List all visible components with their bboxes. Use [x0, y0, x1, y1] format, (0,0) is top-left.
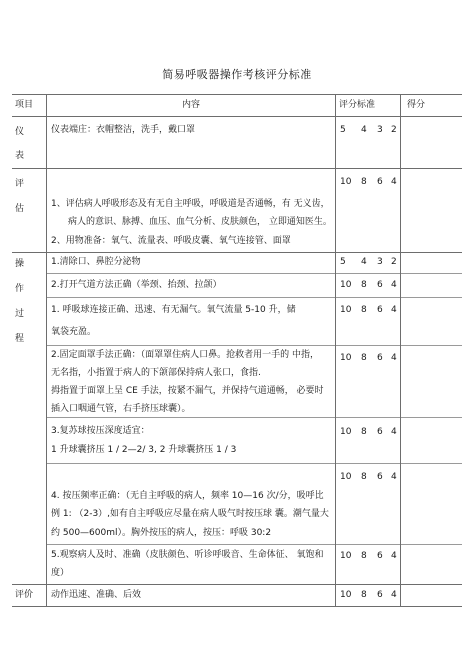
score-option: 8 [361, 472, 367, 482]
row-content-line: 无名指，小指置于病人的下颌部保持病人张口，食指. [51, 368, 261, 378]
row-content-line: 度） [51, 568, 70, 578]
score-option: 10 [340, 551, 352, 561]
row-content-line: 2.固定面罩手法正确：（面罩罩住病人口鼻。抢救者用一手的 中指， [51, 350, 319, 360]
page-title: 简易呼吸器操作考核评分标准 [162, 68, 312, 81]
score-option: 10 [340, 590, 352, 600]
table-border-top [12, 94, 462, 95]
table-border-bottom [12, 606, 462, 607]
score-option: 4 [391, 427, 397, 437]
section-evaluation-label: 评价 [15, 590, 34, 600]
score-option: 2 [391, 125, 397, 135]
header-score: 得分 [407, 100, 426, 110]
row-content-line: 1、评估病人呼吸形态及有无自主呼吸，呼吸道是否通畅，有 无义齿， [51, 199, 330, 209]
row-divider [12, 252, 462, 253]
score-option: 10 [340, 472, 352, 482]
score-option: 8 [361, 551, 367, 561]
header-scoring: 评分标准 [339, 100, 376, 110]
section-assessment-char: 评 [15, 179, 25, 189]
score-option: 6 [377, 177, 383, 187]
score-option: 3 [377, 257, 383, 267]
score-option: 8 [361, 353, 367, 363]
score-option: 4 [391, 305, 397, 315]
score-option: 10 [340, 427, 352, 437]
column-divider [46, 94, 47, 606]
score-option: 8 [361, 280, 367, 290]
score-option: 4 [361, 125, 367, 135]
score-option: 2 [391, 257, 397, 267]
section-procedure-char: 过 [15, 309, 25, 319]
column-divider [400, 94, 401, 606]
score-option: 4 [391, 590, 397, 600]
row-content-line: 4. 按压频率正确：（无自主呼吸的病人，频率 10—16 次/分，吸呼比 [51, 491, 324, 501]
row-content-line: 动作迅速、准确、后效 [51, 590, 142, 600]
score-option: 4 [391, 551, 397, 561]
row-divider [12, 116, 462, 117]
header-content: 内容 [182, 100, 201, 110]
score-option: 8 [361, 177, 367, 187]
row-content-line: 1 升球囊挤压 1 / 2—2/ 3, 2 升球囊挤压 1 / 3 [51, 445, 237, 455]
score-option: 6 [377, 590, 383, 600]
score-option: 4 [361, 257, 367, 267]
header-item: 项目 [15, 100, 34, 110]
row-content-line: 仪表端庄：衣帽整洁，洗手，戴口罩 [51, 125, 196, 135]
score-option: 6 [377, 551, 383, 561]
row-divider [12, 168, 462, 169]
score-option: 3 [377, 125, 383, 135]
row-content-line: 2、用物准备：氧气、流量表、呼吸皮囊、氧气连接管、面罩 [51, 236, 291, 246]
row-content-line: 1.清除口、鼻腔分泌物 [51, 257, 141, 267]
score-option: 10 [340, 177, 352, 187]
row-content-line: 插入口咽通气管，右手挤压球囊）。 [51, 404, 191, 414]
row-content-line: 3.复苏球按压深度适宜： [51, 426, 150, 436]
score-option: 10 [340, 353, 352, 363]
score-option: 8 [361, 427, 367, 437]
section-procedure-char: 作 [15, 284, 25, 294]
score-option: 8 [361, 305, 367, 315]
score-option: 10 [340, 305, 352, 315]
score-option: 10 [340, 280, 352, 290]
row-content-line: 1. 呼吸球连接正确、迅速、有无漏气。氧气流量 5-10 升，储 [51, 305, 296, 315]
score-option: 4 [391, 280, 397, 290]
score-option: 6 [377, 305, 383, 315]
score-option: 6 [377, 472, 383, 482]
score-option: 6 [377, 280, 383, 290]
score-option: 4 [391, 353, 397, 363]
column-divider [335, 94, 336, 606]
row-content-line: 拇指置于面罩上呈 CE 手法，按紧不漏气，并保持气道通畅， 必要时 [51, 386, 324, 396]
score-option: 5 [340, 257, 346, 267]
section-procedure-char: 程 [15, 334, 25, 344]
score-option: 8 [361, 590, 367, 600]
row-content-line: 病人的意识、脉搏、血压、血气分析、皮肤颜色， 立即通知医生。 [68, 217, 332, 227]
row-content-line: 5.观察病人及时、准确（皮肤颜色、听诊呼吸音、生命体征、 氧饱和 [51, 550, 324, 560]
score-option: 5 [340, 125, 346, 135]
row-content-line: 例 1: （2-3）,如有自主呼吸应尽量在病人吸气时按压球 囊。潮气量大 [51, 509, 329, 519]
score-option: 6 [377, 427, 383, 437]
section-appearance-char: 表 [15, 151, 25, 161]
score-option: 4 [391, 472, 397, 482]
row-content-line: 2.打开气道方法正确（举颈、抬颈、拉颌） [51, 280, 222, 290]
section-assessment-char: 估 [15, 204, 25, 214]
section-appearance-char: 仪 [15, 127, 25, 137]
score-option: 4 [391, 177, 397, 187]
section-procedure-char: 操 [15, 259, 25, 269]
score-option: 6 [377, 353, 383, 363]
row-content-line: 氧袋充盈。 [51, 327, 97, 337]
row-content-line: 约 500—600ml）。胸外按压的病人，按压：呼吸 30:2 [51, 528, 272, 538]
row-divider [12, 584, 462, 585]
